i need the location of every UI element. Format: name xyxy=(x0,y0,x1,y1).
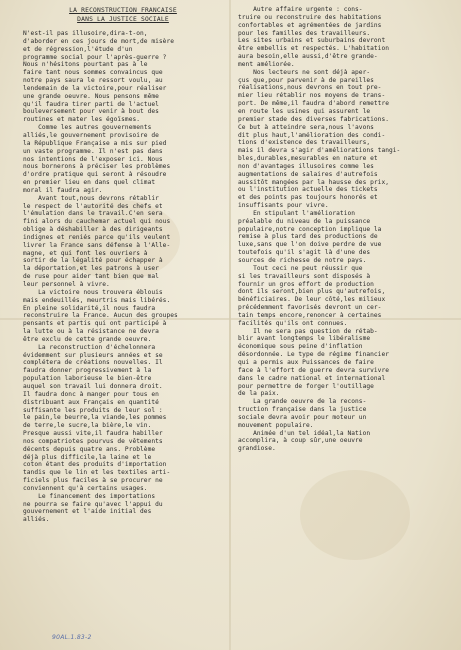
text-line: mais il devra s'agir d'améliorations tangi- xyxy=(238,147,401,155)
text-line: aura besoin,elle aussi,d'être grande- xyxy=(238,53,378,61)
text-line: Comme les autres gouvernements xyxy=(23,124,152,132)
text-line: coton étant des produits d'importation xyxy=(23,461,167,469)
text-line: Le financement des importations xyxy=(23,492,156,500)
text-line: truire ou reconstruire des habitations xyxy=(238,13,382,21)
text-line: notre pays saura le ressort voulu, au xyxy=(23,77,163,85)
vertical-fold-crease xyxy=(229,0,231,650)
text-line: toutefois qu'il s'agit là d'une des xyxy=(238,249,371,257)
text-line: dont ils seront,bien plus qu'autrefois, xyxy=(238,288,386,296)
text-line: alliés,le gouvernement provisoire de xyxy=(23,131,159,139)
text-line: être embellis et respectés. L'habitation xyxy=(238,45,390,53)
text-line: moral il faudra agir. xyxy=(23,186,103,194)
text-line: magne, et qui font les ouvriers à xyxy=(23,249,148,257)
text-line: insuffisants pour vivre. xyxy=(238,202,329,210)
text-line: ou l'institution actuelle des tickets xyxy=(238,186,378,194)
text-line: qui a permis aux Puissances de faire xyxy=(238,358,374,366)
text-line: suffisante les produits de leur sol : xyxy=(23,406,163,414)
text-line: sortir de la légalité pour échapper à xyxy=(23,257,163,265)
text-line: une grande oeuvre. Nous pensons même xyxy=(23,92,159,100)
text-line: ne pourra se faire qu'avec l'appui du xyxy=(23,500,163,508)
text-line: augmentations de salaires d'autrefois xyxy=(238,170,378,178)
text-line: nous bornerons à préciser les problèmes xyxy=(23,163,171,171)
text-line: çus que,pour parvenir à de pareilles xyxy=(238,76,374,84)
archive-reference-note: 90AL.1.83-2 xyxy=(52,634,92,641)
text-line: premier stade des diverses fabrications. xyxy=(238,115,390,123)
left-column xyxy=(23,6,223,524)
text-line: de ruse pour aider tant bien que mal xyxy=(23,273,159,281)
text-line: et des points pas toujours honorés et xyxy=(238,194,378,202)
text-line: sociale devra avoir pour moteur un xyxy=(238,413,367,421)
text-line: de la paix. xyxy=(238,390,280,398)
text-line: préalable du niveau de la puissance xyxy=(238,217,371,225)
title-line-2: DANS LA JUSTICE SOCIALE xyxy=(77,16,169,23)
text-line: leur personnel à vivre. xyxy=(23,281,110,288)
text-line: auquel son travail lui donnera droit. xyxy=(23,382,163,390)
text-line: En pleine solidarité,il nous faudra xyxy=(23,304,156,312)
text-line: bles,durables,mesurables en nature et xyxy=(238,155,378,163)
text-line: et de régression,l'étude d'un xyxy=(23,45,133,53)
text-line: oblige à déshabiller à des dirigeants xyxy=(23,226,163,234)
text-line: truction française dans la justice xyxy=(238,406,367,414)
text-line: Il faudra donc à manger pour tous en xyxy=(23,390,159,398)
text-line: La grande oeuvre de la recons- xyxy=(238,398,367,406)
text-line: Animée d'un tel idéal,la Nation xyxy=(238,429,371,437)
text-line: Avant tout,nous devrons rétablir xyxy=(23,194,159,202)
text-line: si les travailleurs sont disposés à xyxy=(238,272,371,280)
text-line: facilités qu'ils ont connues. xyxy=(238,319,348,327)
text-line: décents depuis quatre ans. Problème xyxy=(23,445,156,453)
text-line: blir avant longtemps le libéralisme xyxy=(238,335,371,343)
text-line: ment améliorée. xyxy=(238,60,295,68)
text-line: qu'il faudra tirer parti de l'actuel xyxy=(23,100,159,108)
text-line: programme social pour l'après-guerre ? xyxy=(23,53,167,61)
text-line: sources de richesse de notre pays. xyxy=(238,257,367,264)
article-title xyxy=(23,6,223,24)
text-line: livrer la France sans défense à l'Alle- xyxy=(23,241,171,249)
text-line: Les sites urbains et suburbains devront xyxy=(238,37,386,45)
text-line: la déportation,et les patrons à user xyxy=(23,265,159,273)
right-column xyxy=(238,6,443,453)
text-line: populaire,notre conception implique la xyxy=(238,225,382,233)
text-line: aussitôt mangées par la hausse des prix, xyxy=(238,178,390,186)
text-line: bouleversement pour venir à bout des xyxy=(23,108,159,116)
text-line: population laborieuse le bien-être xyxy=(23,375,152,383)
text-line: de terre,le sucre,la bière,le vin. xyxy=(23,422,152,430)
text-line: Nos lecteurs ne sont déjà aper- xyxy=(238,68,371,76)
text-line: le pain,le beurre,la viande,les pommes xyxy=(23,414,167,422)
text-line: déjà plus difficile,la laine et le xyxy=(23,453,152,461)
text-line: tions d'existence des travailleurs, xyxy=(238,139,371,147)
text-line: indignes et reniés parce qu'ils veulent xyxy=(23,233,171,241)
text-line: nos intentions de l'exposer ici. Nous xyxy=(23,155,163,163)
text-line: Tout ceci ne peut réussir que xyxy=(238,264,363,272)
text-line: nos compatriotes pourvus de vêtements xyxy=(23,437,163,445)
text-line: la lutte ou à la résistance ne devra xyxy=(23,328,159,336)
text-line: fournir un gros effort de production xyxy=(238,280,374,288)
right-column-text xyxy=(238,6,443,453)
text-line: faire tant nous sommes convaincus que xyxy=(23,69,163,77)
text-line: Il ne sera pas question de rétab- xyxy=(238,327,378,335)
text-line: le respect de l'autorité des chefs et xyxy=(23,202,163,210)
text-line: alliés. xyxy=(23,516,50,524)
text-line: mais endeuillés, meurtris mais libérés. xyxy=(23,296,171,304)
paper-stain xyxy=(300,470,410,560)
text-line: port. De même,il faudra d'abord remettre xyxy=(238,100,390,108)
text-line: précédemment favorisés devront un cer- xyxy=(238,304,382,312)
text-line: luxe,sans que l'on doive perdre de vue xyxy=(238,241,382,249)
text-line: La reconstruction d'échelonnera xyxy=(23,343,156,351)
text-line: gouvernement et l'aide initial des xyxy=(23,508,152,516)
text-line: complétera de créations nouvelles. Il xyxy=(23,359,163,367)
text-line: La victoire nous trouvera éblouis xyxy=(23,288,163,296)
text-line: bénéficiaires. De leur côté,les milieux xyxy=(238,296,386,304)
text-line: distribuant aux Français en quantité xyxy=(23,398,159,406)
text-line: tain temps encore,renoncer à certaines xyxy=(238,311,382,319)
text-line: en route les usines qui assurent le xyxy=(238,107,371,115)
text-line: faudra donner progressivement à la xyxy=(23,367,152,375)
text-line: économique sous peine d'inflation xyxy=(238,343,363,351)
text-line: pour permettre de forger l'outillage xyxy=(238,382,374,390)
text-line: lendemain de la victoire,pour réaliser xyxy=(23,84,167,92)
text-line: N'est-il pas illusoire,dira-t-on, xyxy=(23,30,148,37)
text-line: routines et mater les égoïsmes. xyxy=(23,116,141,124)
text-line: remise à plus tard des productions de xyxy=(238,233,378,241)
text-line: non d'avantages illusoires comme les xyxy=(238,162,374,170)
text-line: réalisations,nous devrons en tout pre- xyxy=(238,84,382,92)
text-line: évidemment sur plusieurs années et se xyxy=(23,351,163,359)
text-line: fini alors du cauchemar actuel qui nous xyxy=(23,218,171,226)
text-line: être exclu de cette grande oeuvre. xyxy=(23,335,152,343)
text-line: accomplira, à coup sûr,une oeuvre xyxy=(238,437,363,445)
text-line: dit plus haut,l'amélioration des condi- xyxy=(238,131,386,139)
text-line: Nous n'hésitons pourtant pas à le xyxy=(23,61,148,69)
text-line: face à l'effort de guerre devra survivre xyxy=(238,366,390,374)
text-line: mouvement populaire. xyxy=(238,421,314,429)
text-line: l'émulation dans le travail.C'en sera xyxy=(23,210,163,218)
text-line: pour les familles des travailleurs. xyxy=(238,29,371,37)
text-line: grandiose. xyxy=(238,445,276,453)
text-line: pensants et partis qui ont participé à xyxy=(23,320,167,328)
text-line: un vaste programme. Il n'est pas dans xyxy=(23,147,163,155)
text-line: conviennent qu'à certains usages. xyxy=(23,484,148,492)
text-line: en premier lieu en dans quel climat xyxy=(23,179,156,187)
text-line: tandis que le lin et les textiles arti- xyxy=(23,469,171,477)
text-line: Ce but à atteindre sera,nous l'avons xyxy=(238,123,374,131)
text-line: d'aborder en ces jours de mort,de misère xyxy=(23,37,175,45)
text-line: Presque aussi vite,il faudra habiller xyxy=(23,430,163,438)
text-line: reconstruire la France. Aucun des groupes xyxy=(23,312,178,320)
text-line: En stipulant l'amélioration xyxy=(238,209,356,217)
left-column-text xyxy=(23,30,223,524)
text-line: confortables et agrémentées de jardins xyxy=(238,21,382,29)
text-line: Autre affaire urgente : cons- xyxy=(238,6,363,13)
text-line: dans le cadre national et international xyxy=(238,374,386,382)
text-line: désordonnée. Le type de régime financier xyxy=(238,351,390,359)
text-line: ficiels plus faciles à se procurer ne xyxy=(23,477,163,485)
text-line: d'ordre pratique qui seront à résoudre xyxy=(23,171,167,179)
text-line: mier lieu rétablir nos moyens de trans- xyxy=(238,92,386,100)
title-line-1: LA RECONSTRUCTION FRANCAISE xyxy=(69,7,177,14)
text-line: la République Française a mis sur pied xyxy=(23,139,167,147)
